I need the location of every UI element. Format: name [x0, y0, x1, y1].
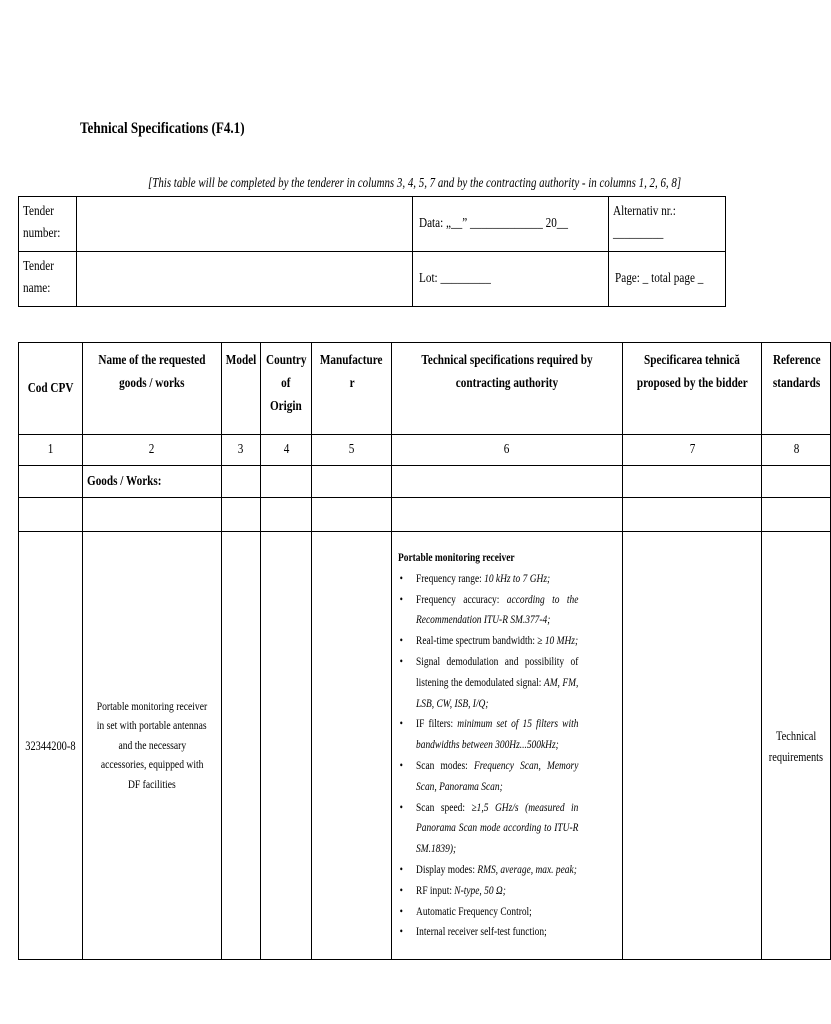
date-field[interactable]: Data: „__” _____________ 20__ [412, 197, 608, 252]
empty-cell [312, 466, 391, 498]
tender-number-value[interactable] [76, 197, 412, 252]
manufacturer-cell[interactable] [312, 532, 391, 960]
alternative-number-field[interactable]: Alternativ nr.: _________ [608, 197, 725, 252]
goods-section-row [19, 466, 831, 498]
col-header-model: Model [221, 343, 260, 435]
empty-cell [260, 466, 312, 498]
spec-item [398, 652, 578, 714]
col-number: 5 [312, 435, 391, 466]
col-number: 7 [622, 435, 762, 466]
empty-cell [260, 498, 312, 532]
spec-item-value: ≥ 10 MHz; [537, 635, 578, 648]
spec-item [398, 569, 578, 590]
spec-item-value: ≥1,5 GHz/s (measured in Panorama Scan mode according to ITU-R SM.1839); [415, 801, 579, 856]
item-name: Portable monitoring receiver in set with portable antennas and the necessary accessories, equipped with DF facilities [82, 532, 221, 960]
empty-cell [19, 466, 83, 498]
spec-item-value: RMS, average, max. peak; [477, 863, 577, 876]
col-header-manufacturer: Manufacture r [312, 343, 391, 435]
tender-name-row [19, 252, 726, 307]
reference-standards: Technical requirements [762, 532, 831, 960]
spec-item-label: IF filters: [415, 718, 458, 731]
spec-item-value: N-type, 50 Ω; [454, 884, 506, 897]
column-number-row [19, 435, 831, 466]
col-number: 1 [19, 435, 83, 466]
instruction-note: [This table will be completed by the tenderer in columns 3, 4, 5, 7 and by the contracting authority - in columns 1, 2, 6, 8] [148, 176, 682, 191]
col-header-country: Country of Origin [260, 343, 312, 435]
spec-item-label: Scan speed: [415, 801, 472, 814]
spec-item-value: according to the Recommendation ITU-R SM.377-4; [415, 593, 579, 627]
empty-cell [391, 466, 622, 498]
spec-item [398, 756, 578, 798]
empty-cell [312, 498, 391, 532]
spec-item [398, 798, 578, 860]
tender-name-value[interactable] [76, 252, 412, 307]
col-header-required-specs: Technical specifications required by contracting authority [391, 343, 622, 435]
spec-item-label: Internal receiver self-test function; [415, 926, 547, 939]
empty-cell [19, 498, 83, 532]
spec-item-label: Frequency accuracy: [415, 593, 507, 606]
tender-number-label: Tender number: [19, 197, 77, 252]
col-number: 8 [762, 435, 831, 466]
empty-cell [622, 498, 762, 532]
tender-header-table [18, 196, 726, 307]
spec-item [398, 631, 578, 652]
col-number: 4 [260, 435, 312, 466]
empty-cell [622, 466, 762, 498]
col-header-goods-name: Name of the requested goods / works [82, 343, 221, 435]
empty-cell [221, 498, 260, 532]
tender-name-label: Tender name: [19, 252, 77, 307]
model-cell[interactable] [221, 532, 260, 960]
proposed-specs-cell[interactable] [622, 532, 762, 960]
column-header-row [19, 343, 831, 435]
goods-works-label: Goods / Works: [82, 466, 221, 498]
lot-field[interactable]: Lot: _________ [412, 252, 608, 307]
spec-item-value: 10 kHz to 7 GHz; [483, 572, 550, 585]
spec-item [398, 860, 578, 881]
spec-item-value: AM, FM, LSB, CW, ISB, I/Q; [415, 676, 579, 710]
specifications-table [18, 342, 831, 960]
blank-row [19, 498, 831, 532]
tender-number-row [19, 197, 726, 252]
empty-cell [762, 466, 831, 498]
page-title: Tehnical Specifications (F4.1) [80, 120, 245, 137]
item-row [19, 532, 831, 960]
required-specs-cell [391, 532, 622, 960]
col-header-proposed-specs: Specificarea tehnică proposed by the bidder [622, 343, 762, 435]
spec-item-label: Display modes: [415, 863, 478, 876]
spec-item-label: Signal demodulation and possibility of listening the demodulated signal: [415, 655, 579, 689]
spec-item [398, 881, 578, 902]
spec-item-label: Frequency range: [415, 572, 484, 585]
spec-item [398, 902, 578, 923]
spec-item-label: RF input: [415, 884, 455, 897]
empty-cell [762, 498, 831, 532]
page-field[interactable]: Page: _ total page _ [608, 252, 725, 307]
empty-cell [221, 466, 260, 498]
country-cell[interactable] [260, 532, 312, 960]
spec-title: Portable monitoring receiver [397, 552, 515, 564]
cpv-code: 32344200-8 [19, 532, 83, 960]
col-header-reference: Reference standards [762, 343, 831, 435]
empty-cell [391, 498, 622, 532]
spec-item-value: Frequency Scan, Memory Scan, Panorama Scan; [415, 759, 579, 793]
spec-item-label: Automatic Frequency Control; [415, 905, 532, 918]
col-number: 2 [82, 435, 221, 466]
col-number: 3 [221, 435, 260, 466]
spec-item [398, 714, 578, 756]
col-number: 6 [391, 435, 622, 466]
col-header-cpv: Cod CPV [19, 343, 83, 435]
spec-list [398, 569, 578, 943]
spec-item-label: Real-time spectrum bandwidth: [415, 635, 538, 648]
empty-cell [82, 498, 221, 532]
spec-item [398, 590, 578, 632]
spec-item [398, 922, 578, 943]
spec-item-label: Scan modes: [415, 759, 474, 772]
spec-item-value: minimum set of 15 filters with bandwidths between 300Hz...500kHz; [415, 718, 579, 752]
